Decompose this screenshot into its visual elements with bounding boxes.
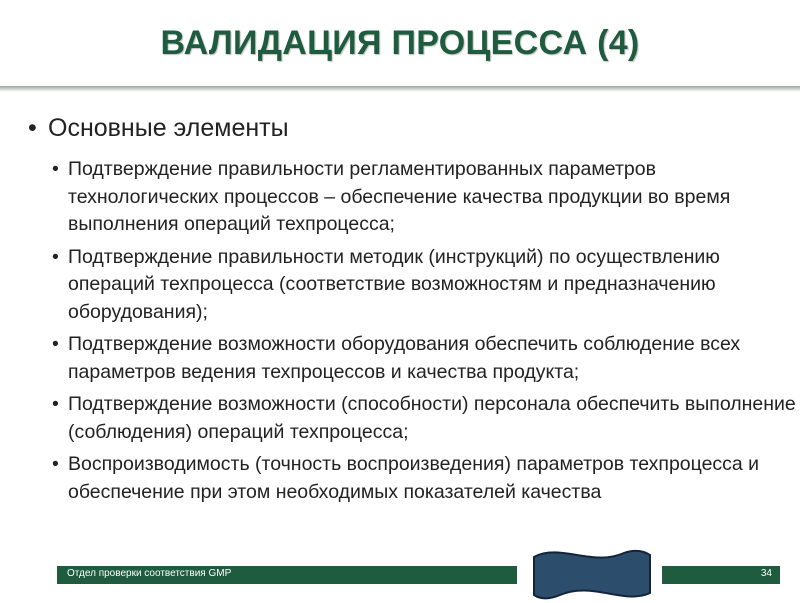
bullet-icon: • — [52, 158, 59, 180]
bullet-icon: • — [52, 333, 59, 355]
list-item-text: Подтверждение возможности оборудования обеспечить соблюдение всех параметров ведения техпроцессов и качества продукта; — [68, 333, 741, 383]
list-item — [28, 451, 798, 506]
slide-title: ВАЛИДАЦИЯ ПРОЦЕССА (4) — [160, 24, 640, 62]
footer-bar — [57, 566, 517, 584]
bullet-icon: • — [52, 453, 59, 475]
list-item — [28, 156, 798, 239]
list-item-text: Подтверждение возможности (способности) персонала обеспечить выполнение (соблюдения) операций техпроцесса; — [68, 393, 796, 443]
footer-page-bar — [662, 566, 780, 584]
bullet-icon: • — [28, 114, 37, 142]
banner-shape — [530, 545, 654, 603]
list-item-text: Воспроизводимость (точность воспроизведения) параметров техпроцесса и обеспечение при этом необходимых показателей качества — [68, 453, 760, 503]
sub-bullet-list — [28, 156, 796, 506]
list-item-text: Подтверждение правильности методик (инструкций) по осуществлению операций техпроцесса (соответствие возможностям и предназначению оборудования); — [68, 245, 720, 323]
footer-department: Отдел проверки соответствия GMP — [67, 568, 232, 579]
slide-content — [28, 112, 796, 511]
list-item-text: Подтверждение правильности регламентированных параметров технологических процессов – обеспечение качества продукции во время выполнения операций техпроцесса; — [68, 158, 731, 235]
bullet-icon: • — [52, 393, 59, 415]
list-item — [28, 244, 798, 327]
bullet-icon: • — [52, 245, 59, 268]
list-item — [28, 391, 798, 446]
main-bullet-text: Основные элементы — [48, 114, 289, 142]
main-bullet-item — [28, 112, 788, 144]
page-number: 34 — [760, 568, 772, 579]
list-item — [28, 331, 798, 386]
title-divider — [0, 86, 800, 92]
